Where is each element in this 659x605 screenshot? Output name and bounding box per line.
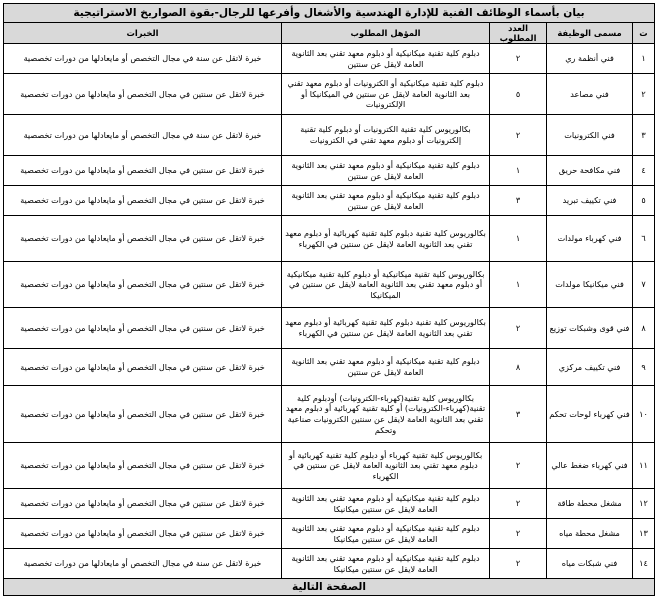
row-number: ١٢ xyxy=(633,489,655,519)
document-title: بيان بأسماء الوظائف الفنية للإدارة الهندسية والأشغال وأفرعها للرجال-بقوة الصواريخ الاستراتيجية xyxy=(4,4,655,23)
header-qualification: المؤهل المطلوب xyxy=(282,23,490,44)
required-experience: خبرة لاتقل عن سنتين في مجال التخصص أو مايعادلها من دورات تخصصية xyxy=(4,186,282,216)
required-count: ٢ xyxy=(490,519,547,549)
job-title: فني تكييف مركزي xyxy=(547,349,633,386)
required-experience: خبرة لاتقل عن سنتين في مجال التخصص أو مايعادلها من دورات تخصصية xyxy=(4,489,282,519)
job-title: فني الكترونيات xyxy=(547,115,633,156)
job-title: فني كهرباء مولدات xyxy=(547,216,633,262)
required-experience: خبرة لاتقل عن سنة في مجال التخصص أو مايعادلها من دورات تخصصية xyxy=(4,44,282,74)
job-title: مشغل محطة طاقة xyxy=(547,489,633,519)
row-number: ٢ xyxy=(633,74,655,115)
header-name: مسمى الوظيفة xyxy=(547,23,633,44)
required-count: ١ xyxy=(490,262,547,308)
table-row xyxy=(4,443,655,489)
row-number: ١١ xyxy=(633,443,655,489)
required-qualification: دبلوم كلية تقنية ميكانيكية أو دبلوم معهد تقني بعد الثانوية العامة لايقل عن سنتين ميكانيكا xyxy=(282,489,490,519)
table-row xyxy=(4,186,655,216)
header-row xyxy=(4,23,655,44)
row-number: ٣ xyxy=(633,115,655,156)
required-qualification: دبلوم كلية تقنية ميكانيكية أو الكترونيات أو دبلوم معهد تقني بعد الثانوية العامة لايقل عن سنتين في الميكانيكا أو الإلكترونيات xyxy=(282,74,490,115)
required-count: ٥ xyxy=(490,74,547,115)
footer-row xyxy=(4,579,655,596)
job-title: فني تكييف تبريد xyxy=(547,186,633,216)
required-qualification: بكالوريوس كلية تقنية دبلوم كلية تقنية كهربائية أو دبلوم معهد تقني بعد الثانوية العامة لايقل عن سنتين في الكهرباء xyxy=(282,308,490,349)
required-count: ٣ xyxy=(490,186,547,216)
required-count: ٢ xyxy=(490,443,547,489)
required-count: ١ xyxy=(490,216,547,262)
required-experience: خبرة لاتقل عن سنتين في مجال التخصص أو مايعادلها من دورات تخصصية xyxy=(4,349,282,386)
document-page xyxy=(3,3,654,596)
jobs-table xyxy=(3,3,655,596)
table-row xyxy=(4,74,655,115)
required-experience: خبرة لاتقل عن سنتين في مجال التخصص أو مايعادلها من دورات تخصصية xyxy=(4,308,282,349)
table-row xyxy=(4,549,655,579)
table-row xyxy=(4,44,655,74)
row-number: ٦ xyxy=(633,216,655,262)
job-title: فني كهرباء ضغط عالي xyxy=(547,443,633,489)
row-number: ٩ xyxy=(633,349,655,386)
row-number: ١٣ xyxy=(633,519,655,549)
table-row xyxy=(4,489,655,519)
required-qualification: دبلوم كلية تقنية ميكانيكية أو دبلوم معهد تقني بعد الثانوية العامة لايقل عن سنتين xyxy=(282,186,490,216)
required-count: ٢ xyxy=(490,549,547,579)
job-title: فني مكافحة حريق xyxy=(547,156,633,186)
row-number: ٨ xyxy=(633,308,655,349)
job-title: فني أنظمة ري xyxy=(547,44,633,74)
required-count: ٢ xyxy=(490,44,547,74)
required-experience: خبرة لاتقل عن سنتين في مجال التخصص أو مايعادلها من دورات تخصصية xyxy=(4,443,282,489)
table-row xyxy=(4,349,655,386)
required-qualification: دبلوم كلية تقنية ميكانيكية أو دبلوم معهد تقني بعد الثانوية العامة لايقل عن سنتين xyxy=(282,44,490,74)
required-experience: خبرة لاتقل عن سنتين في مجال التخصص أو مايعادلها من دورات تخصصية xyxy=(4,74,282,115)
required-qualification: دبلوم كلية تقنية ميكانيكية أو دبلوم معهد تقني بعد الثانوية العامة لايقل عن سنتين xyxy=(282,156,490,186)
required-count: ٢ xyxy=(490,308,547,349)
required-count: ٣ xyxy=(490,386,547,443)
job-title: مشغل محطة مياه xyxy=(547,519,633,549)
header-experience: الخبرات xyxy=(4,23,282,44)
required-qualification: دبلوم كلية تقنية ميكانيكية أو دبلوم معهد تقني بعد الثانوية العامة لايقل عن سنتين ميكانيكا xyxy=(282,549,490,579)
required-qualification: بكالوريوس كلية تقنية ميكانيكية أو دبلوم كلية تقنية ميكانيكية أو دبلوم معهد تقني بعد الثانوية العامة لايقل عن سنتين في الميكانيكا xyxy=(282,262,490,308)
required-experience: خبرة لاتقل عن سنة في مجال التخصص أو مايعادلها من دورات تخصصية xyxy=(4,549,282,579)
required-count: ٢ xyxy=(490,115,547,156)
table-row xyxy=(4,216,655,262)
job-title: فني ميكانيكا مولدات xyxy=(547,262,633,308)
required-qualification: بكالوريوس كلية تقنية الكترونيات أو دبلوم كلية تقنية إلكترونيات أو دبلوم معهد تقني في الكترونيات xyxy=(282,115,490,156)
title-row xyxy=(4,4,655,23)
required-count: ٢ xyxy=(490,489,547,519)
required-qualification: بكالوريوس كلية تقنية دبلوم كلية تقنية كهربائية أو دبلوم معهد تقني بعد الثانوية العامة لايقل عن سنتين في الكهرباء xyxy=(282,216,490,262)
required-experience: خبرة لاتقل عن سنة في مجال التخصص أو مايعادلها من دورات تخصصية xyxy=(4,115,282,156)
row-number: ١٠ xyxy=(633,386,655,443)
row-number: ١٤ xyxy=(633,549,655,579)
job-title: فني كهرباء لوحات تحكم xyxy=(547,386,633,443)
required-experience: خبرة لاتقل عن سنتين في مجال التخصص أو مايعادلها من دورات تخصصية xyxy=(4,386,282,443)
next-page-label[interactable]: الصفحة التالية xyxy=(4,579,655,596)
required-qualification: بكالوريوس كلية تقنية كهرباء أو دبلوم كلية تقنية كهربائية أو دبلوم معهد تقني بعد الثانوية العامة لايقل عن سنتين في الكهرباء xyxy=(282,443,490,489)
row-number: ٥ xyxy=(633,186,655,216)
table-row xyxy=(4,519,655,549)
job-title: فني قوى وشبكات توزيع xyxy=(547,308,633,349)
table-row xyxy=(4,308,655,349)
required-experience: خبرة لاتقل عن سنتين في مجال التخصص أو مايعادلها من دورات تخصصية xyxy=(4,156,282,186)
row-number: ١ xyxy=(633,44,655,74)
row-number: ٧ xyxy=(633,262,655,308)
row-number: ٤ xyxy=(633,156,655,186)
required-qualification: بكالوريوس كلية تقنية(كهرباء-الكترونيات) أودبلوم كلية تقنية(كهرباء-الكترونيات) أو كلية تقنية كهربائية أو دبلوم معهد تقني بعد الثانوية العامة لايقل عن سنتين الكترونيات صناعية وتحكم xyxy=(282,386,490,443)
table-row xyxy=(4,115,655,156)
required-qualification: دبلوم كلية تقنية ميكانيكية أو دبلوم معهد تقني بعد الثانوية العامة لايقل عن سنتين ميكانيكا xyxy=(282,519,490,549)
required-count: ٨ xyxy=(490,349,547,386)
table-row xyxy=(4,262,655,308)
required-experience: خبرة لاتقل عن سنتين في مجال التخصص أو مايعادلها من دورات تخصصية xyxy=(4,262,282,308)
table-body xyxy=(4,44,655,579)
required-experience: خبرة لاتقل عن سنتين في مجال التخصص أو مايعادلها من دورات تخصصية xyxy=(4,519,282,549)
required-qualification: دبلوم كلية تقنية ميكانيكية أو دبلوم معهد تقني بعد الثانوية العامة لايقل عن سنتين xyxy=(282,349,490,386)
table-row xyxy=(4,156,655,186)
job-title: فني مصاعد xyxy=(547,74,633,115)
header-num: ت xyxy=(633,23,655,44)
table-row xyxy=(4,386,655,443)
required-experience: خبرة لاتقل عن سنتين في مجال التخصص أو مايعادلها من دورات تخصصية xyxy=(4,216,282,262)
header-count: العدد المطلوب xyxy=(490,23,547,44)
required-count: ١ xyxy=(490,156,547,186)
job-title: فني شبكات مياه xyxy=(547,549,633,579)
